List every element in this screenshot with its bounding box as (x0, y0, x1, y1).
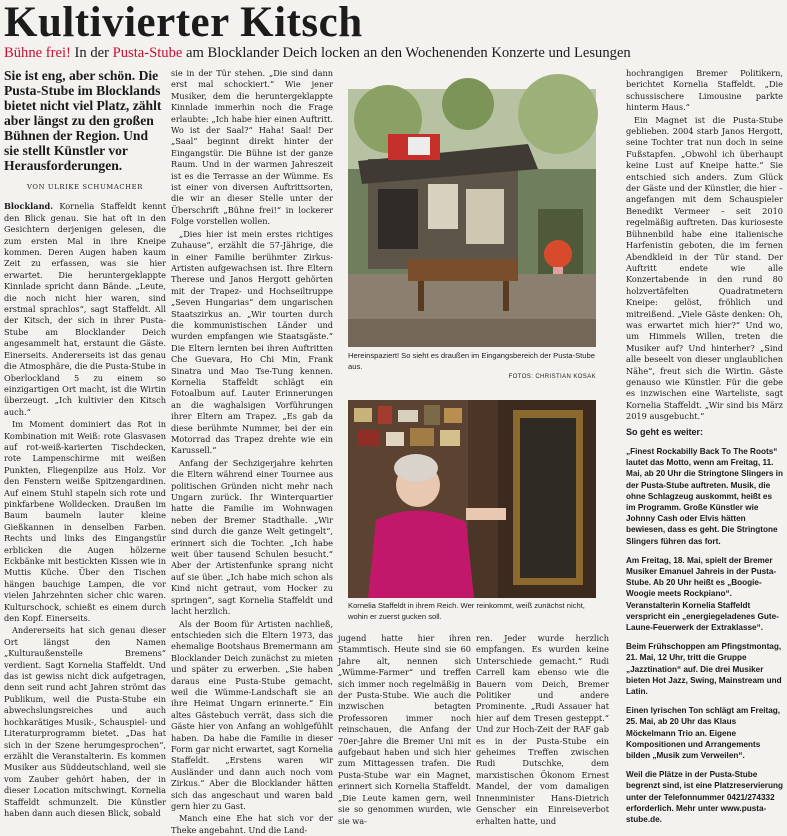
col2-paragraph-5: Manch eine Ehe hat sich vor der Theke angebahnt. Und die Land- (171, 813, 333, 835)
events-info-heading: So geht es weiter: (626, 426, 704, 437)
entrance-scene-illustration (348, 89, 596, 347)
column-5 (626, 68, 783, 825)
col3-paragraph: jugend hatte hier ihren Stammtisch. Heute sind sie 60 Jahre alt, nennen sich „Wümme-Farmer“ und treffen sich immer noch regelmäßig in der Pusta-Stube. Wie auch die inzwischen betagten Professoren immer noch reinschauen, die Anfang der 70er-Jahre die Bremer Uni mit aufgebaut haben und sich hier zum Mittagessen trafen. Die Pusta-Stube war ein Magnet, erinnert sich Kornelia Staffeldt. „Die Leute kamen gern, weil sie so genommen wurden, wie sie wa- (338, 633, 471, 826)
col2-paragraph-1: sie in der Tür stehen. „Die sind dann erst mal schockiert.“ Wie jener Musiker, dem die heruntergeklappte Kinnlade immerhin noch die Frage erlaubte: „Ich habe hier einen Auftritt. Wo ist der Saal?“ Haha! Saal! Der „Saal“ beginnt direkt hinter der Eingangstür. Die Bühne ist der ganze Raum. Und in der warmen Jahreszeit ist es die Terrasse an der Wümme. Es ist einer von diversen Auftrittsorten, die wir an dieser Stelle unter der Überschrift „Bühne frei!“ in lockerer Folge vorstellen wollen. (171, 68, 333, 227)
photo-interior-caption: Kornelia Staffeldt in ihrem Reich. Wer reinkommt, weiß zunächst nicht, wohin er zuerst gucken soll. (348, 601, 585, 621)
event-item: Beim Frühschoppen am Pfingstmontag, 21. Mai, 12 Uhr, tritt die Gruppe „Jazztination“ auf. Die drei Musiker bieten Hot Jazz, Swing, Mainstream und Latin. (626, 642, 782, 697)
col2-paragraph-4: Als der Boom für Artisten nachließ, entschieden sich die Eltern 1973, das ehemalige Bootshaus Bremermann am Blocklander Deich zunächst zu mieten und später zu erwerben. „Sie haben daraus eine Pusta-Stube gemacht, weil die Wümme-Landschaft sie an ihre Heimat Ungarn erinnerte.“ Ein altes Gästebuch verrät, dass sich die Gäste hier von Anfang an wohlgefühlt haben. Da habe die Familie in dieser Form gar nicht erwartet, sagt Kornelia Staffeldt. „Erstens waren wir Ausländer und dann auch noch vom Zirkus.“ Aber die Blocklander hätten sich das angeschaut und waren bald gern hier zu Gast. (171, 618, 333, 811)
event-item: „Finest Rockabilly Back To The Roots“ lautet das Motto, wenn am Freitag, 11. Mai, ab 20 Uhr die Stringtone Slingers in der Pusta-Stube auftreten. Musik, die ohne Schlagzeug auskommt, heißt es im Programm. Große Künstler wie Johnny Cash oder Elvis hätten bewiesen, dass es geht. Die Stringtone Slingers führen das fort. (626, 447, 783, 546)
col5-paragraph-1: hochrangigen Bremer Politikern, berichtet Kornelia Staffeldt. „Die schussischere Limousine parkte hinterm Haus.“ (626, 68, 783, 113)
photo-entrance-caption (348, 351, 596, 383)
subhead-text-b: am Blocklander Deich locken an den Wochenenden Konzerte und Lesungen (182, 45, 631, 61)
col1-paragraph-3: Andererseits hat sich genau dieser Ort längst den Namen „Kulturaußenstelle Bremens“ verdient. Sagt Kornelia Staffeldt. Und das ist gewiss nicht dick aufgetragen, denn seit rund acht Jahren strömt das Publikum, weil die Pusta-Stube ein abwechslungsreiches und auch hochkarätiges Musik-, Schauspiel- und Literaturprogramm bietet. „Das hat sich in der Szene herumgesprochen“, erzählt die Veranstalterin. Es kommen Musiker aus Süddeutschland, weil sie vom Zauber gehört haben, der in dieser Location mitschwingt. Kornelia Staffeldt schmunzelt. Die Künstler haben dann auch diesen Blick, sobald (4, 625, 166, 818)
subhead-kicker: Bühne frei! (4, 45, 71, 61)
column-3 (338, 633, 471, 826)
column-4 (476, 633, 609, 826)
article-title: Kultivierter Kitsch (4, 0, 363, 46)
photo-interior (348, 400, 596, 598)
article-lead: Sie ist eng, aber schön. Die Pusta-Stube im Blocklands bietet nicht viel Platz, zählt aber längst zu den großen Bühnen der Region. Und sie stellt Künstler vor Herausforderungen. (4, 68, 162, 173)
photo-entrance (348, 89, 596, 347)
subhead-text-a: In der (70, 45, 113, 61)
reservation-note: Weil die Plätze in der Pusta-Stube begrenzt sind, ist eine Platzreservierung unter der Telefonnummer 0421/274332 erforderlich. Mehr unter www.pusta-stube.de. (626, 770, 783, 825)
column-1 (4, 68, 166, 818)
event-item: Am Freitag, 18. Mai, spielt der Bremer Musiker Emanuel Jahreis in der Pusta-Stube. Ab 20 Uhr heißt es „Boogie-Woogie meets Rockpiano“. Veranstalterin Kornelia Staffeldt verspricht ein „energiegeladenes Gute-Laune-Feuerwerk der Extraklasse“. (626, 555, 779, 633)
column-2 (171, 68, 333, 835)
article-subhead (4, 45, 784, 62)
col5-paragraph-2: Ein Magnet ist die Pusta-Stube geblieben. 2004 starb Janos Hergott, seine Tochter trat nun doch in seine Fußstapfen. „Obwohl ich überhaupt keine Lust auf Kneipe hatte.“ Sie entschied sich anders. Zum Glück der Gäste und der Künstler, die hier – angefangen mit dem Schauspieler Benedikt Vermeer – seit 2010 regelmäßig auftreten. Das kurioseste Bühnenbild habe eine italienische Harfenistin geboten, die im fernen Abendkleid in der Tür stand. Der Auftritt endete wie alle Konzertabende in den rund 80 holzvertäfelten Quadratmetern Kneipe: gelöst, fröhlich und mitreißend. „Viele Gäste denken: Oh, was erwartet mich hier?“ Und wo, um Himmels Willen, treten die Musiker auf? Und hinterher? „Sind alle beseelt von dieser unglaublichen Nähe“, freut sich die Wirtin. Gäste genauso wie Künstler. Für die gebe es inzwischen eine Warteliste, sagt Kornelia Staffeldt. „Wir sind bis März 2019 ausgebucht.“ (626, 114, 783, 422)
events-info-box (626, 427, 783, 826)
byline: VON ULRIKE SCHUMACHER (27, 183, 143, 191)
dateline: Blockland. (4, 201, 54, 212)
event-item: Einen lyrischen Ton schlägt am Freitag, 25. Mai, ab 20 Uhr das Klaus Möckelmann Trio an. Eigene Kompositionen und Arrangements bilden „Musik zum Verweilen“. (626, 706, 781, 761)
col2-paragraph-3: Anfang der Sechzigerjahre kehrten die Eltern während einer Tournee aus politischen Gründen nicht mehr nach Ungarn zurück. Ihr Winterquartier hatte die Familie im Wohnwagen neben der Bremer Stadthalle. „Wir sind durch die ganze Welt getingelt“, erinnert sich die Tochter. „Ich habe weit über tausend Schulen besucht.“ Aber der Artistenfunke sprang nicht auf sie über. „Ich habe mich schon als Kind nicht getraut, vom Hocker zu springen“, sagt Kornelia Staffeldt und lacht herzlich. (171, 457, 333, 617)
col1-paragraph-2: Im Moment dominiert das Rot in Kombination mit Weiß: rote Glasvasen auf rot-weiß-karierten Tischdecken, rote Lampenschirme mit weißen Punkten, Fliegenpilze aus Holz. Vor den Fenstern weiße Spitzengardinen. Auf einem Stuhl stapeln sich rote und pinkfarbene Wolldecken. Draußen im Baum baumeln lauter kleine Gießkannen in denselben Farben. Rechts und links des Eingangstür erblicken die Augen hölzerne Eckbänke mit bestickten Kissen wie in Muttis Küche. Über den Tischen hängen bauchige Lampen, die vor vielen Jahrzehnten sicher chic waren. Kulturschock, schießt es einem durch den Kopf. Einerseits. (4, 419, 166, 624)
subhead-venue: Pusta-Stube (112, 45, 183, 61)
photo-credit: FOTOS: CHRISTIAN KOSAK (508, 374, 596, 380)
photo-entrance-caption-text: Hereinspaziert! So sieht es draußen im Eingangsbereich der Pusta-Stube aus. (348, 351, 595, 371)
interior-scene-illustration (348, 400, 596, 598)
col4-paragraph: ren. Jeder wurde herzlich empfangen. Es wurden keine Unterschiede gemacht.“ Rudi Carrell kam ebenso wie die Bauern vom Deich, Bremer Politiker und andere Prominente. „Rudi Assauer hat hier auf dem Tresen gesteppt.“ Und zur Hoch-Zeit der RAF gab es in der Pusta-Stube ein geheimes Treffen zwischen Rudi Dutschke, dem marxistischen Ökonom Ernest Mandel, der vom damaligen Innenminister Hans-Dietrich Genscher ein Einreiseverbot erhalten hatte, und (476, 633, 609, 826)
col1-paragraph-1: Kornelia Staffeldt kennt den Blick genau. Sie hat oft in den Gesichtern derjenigen gelesen, die zum ersten Mal in ihre Kneipe kommen. Deren Augen haben kaum Zeit zu erfassen, was sie hier erwartet. Die heruntergeklappte Kinnlade spricht dann Bände. „Leute, die noch nicht hier waren, sind erstmal sprachlos“, sagt Staffeldt. All der Kitsch, der sich in ihrer Pusta-Stube am Blocklander Deich angesammelt hat, erstaunt die Gäste. Einerseits. Andererseits ist das genau die Atmosphäre, die die Pusta-Stube in Oberlockland 5 zu einem so einzigartigen Ort macht, ist die Wirtin überzeugt. „Ich kultivier den Kitsch auch.“ (4, 201, 166, 417)
col2-paragraph-2: „Dies hier ist mein erstes richtiges Zuhause“, erzählt die 57-Jährige, die in einer Familie berühmter Zirkus-Artisten aufgewachsen ist. Ihre Eltern Therese und Janos Hergott gehörten mit der Trapez- und Hochseiltruppe „Seven Hungarias“ dem ungarischen Staatszirkus an. „Wir tourten durch die kommunistischen Länder und wurden empfangen wie Staatsgäste.“ Die Eltern lernten bei ihren Auftritten Che Guevara, Ho Chi Min, Frank Sinatra und Mao Tse-Tung kennen. Kornelia Staffeldt schlägt ein Fotoalbum auf. Lauter Erinnerungen an die waghalsigen Vorführungen ihrer Eltern am Trapez. „Es gab da diese berühmte Nummer, bei der ein Motorrad das Trapez drehte wie ein Karussell.“ (171, 228, 333, 456)
